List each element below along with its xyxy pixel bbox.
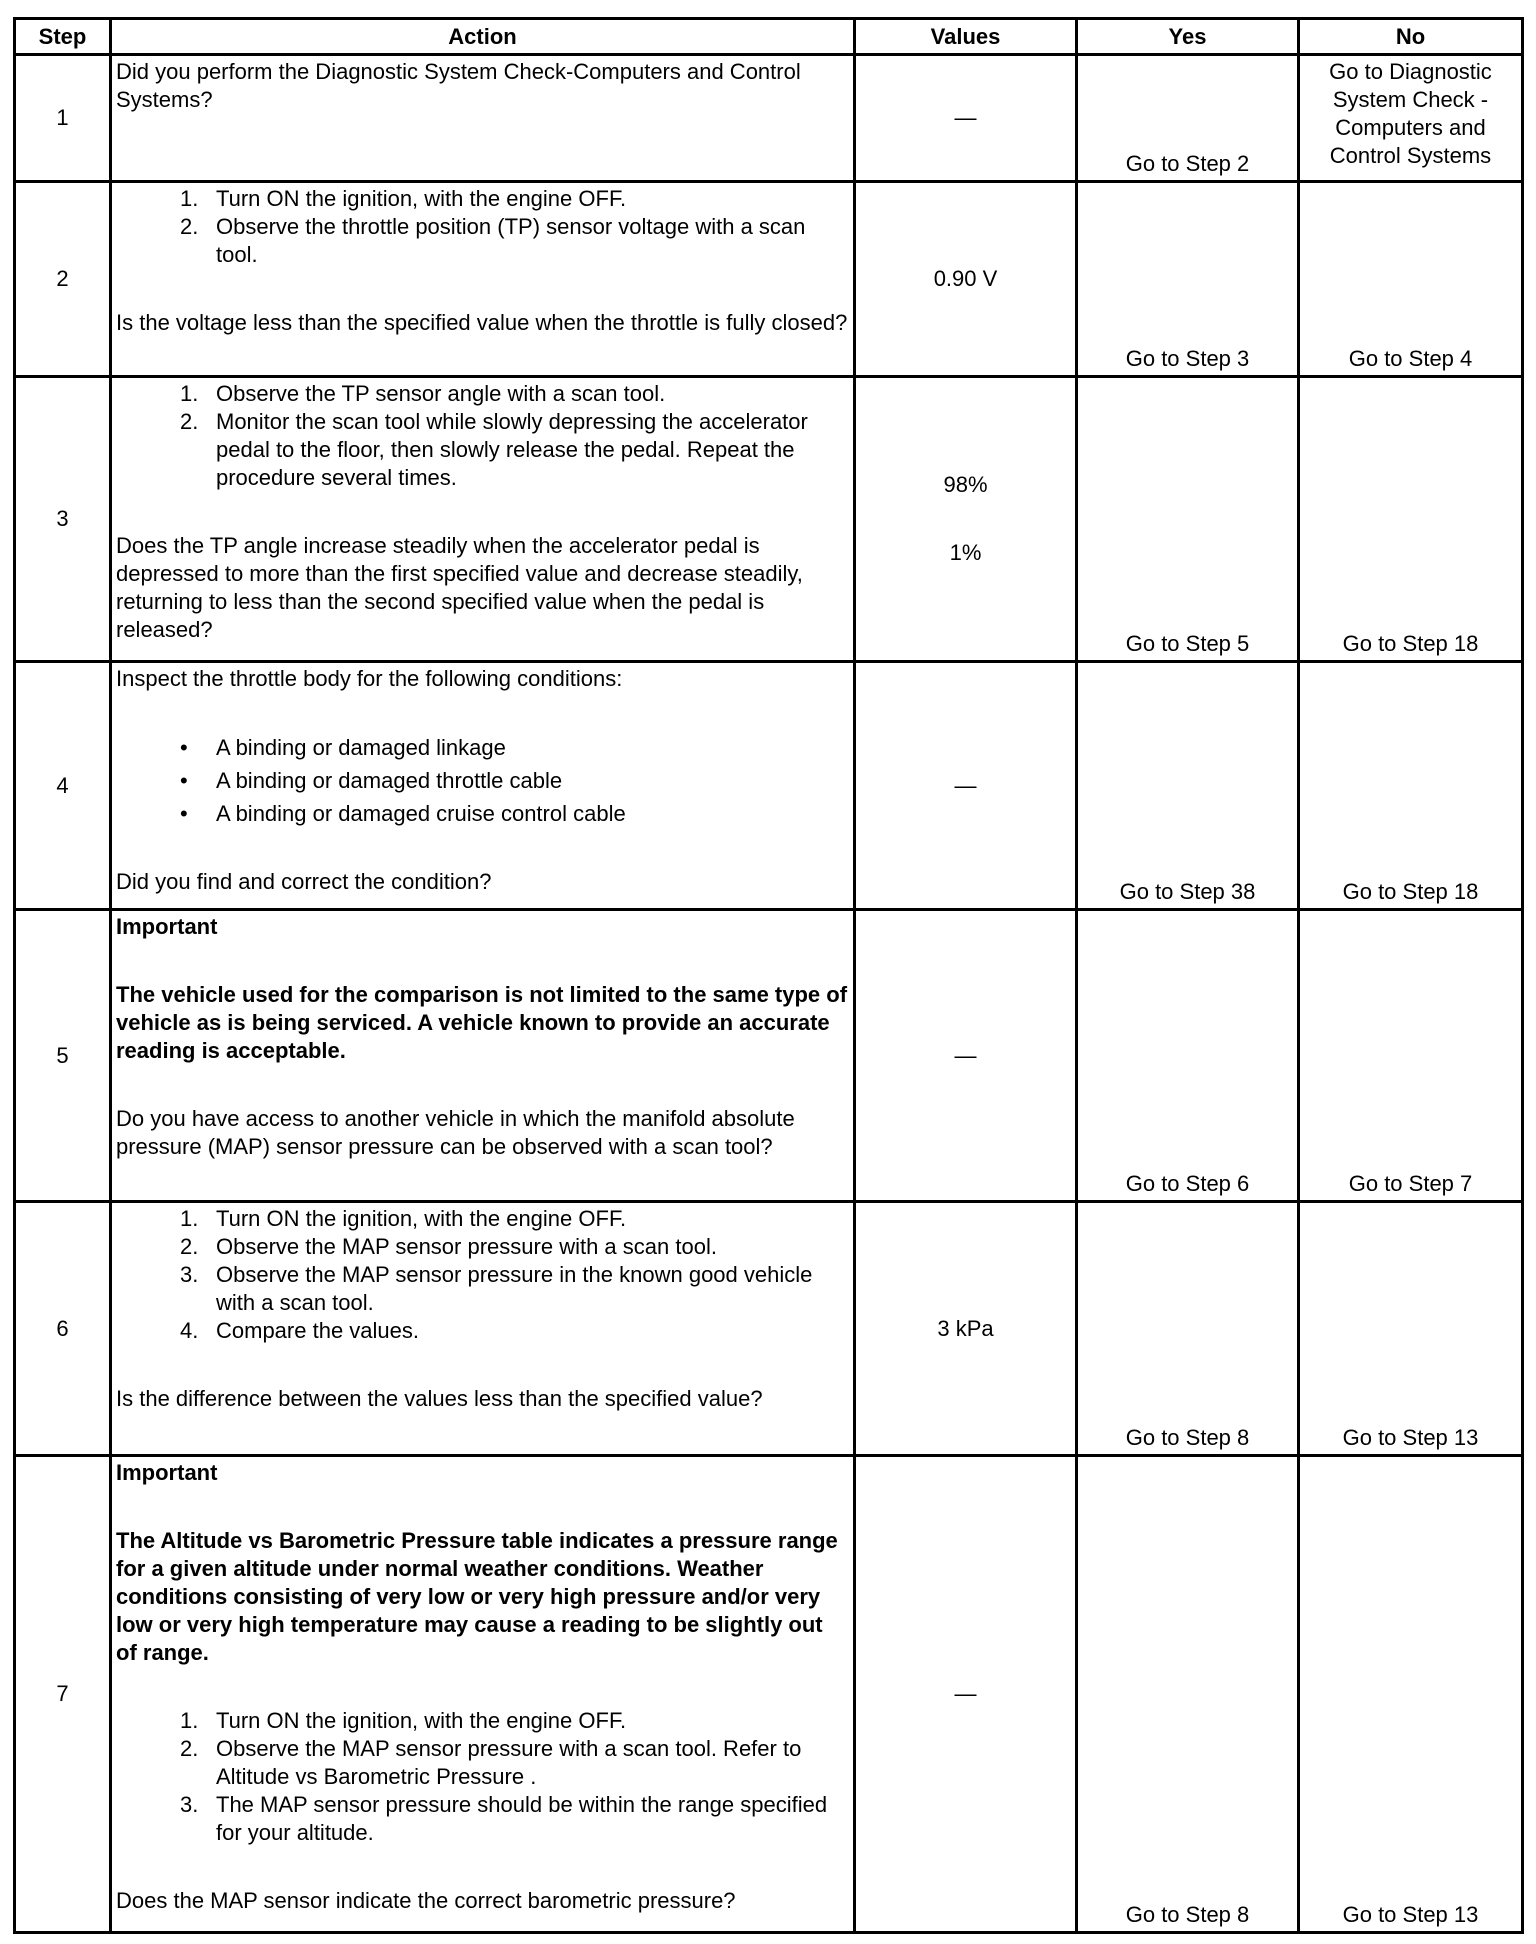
question-text: Does the TP angle increase steadily when the accelerator pedal is depressed to more than the first specified value and decrease steadily, returning to less than the second specified value when the pedal is released? <box>116 533 803 642</box>
no-cell: Go to Diagnostic System Check - Computers and Control Systems <box>1299 55 1523 182</box>
step-number: 3 <box>15 377 111 662</box>
table-row <box>15 182 1523 377</box>
procedure-list <box>116 1707 849 1847</box>
procedure-list <box>116 185 849 269</box>
yes-cell: Go to Step 8 <box>1077 1202 1299 1456</box>
action-cell <box>111 1456 855 1933</box>
question-text: Is the voltage less than the specified value when the throttle is fully closed? <box>116 310 848 335</box>
yes-cell: Go to Step 8 <box>1077 1456 1299 1933</box>
no-cell: Go to Step 13 <box>1299 1456 1523 1933</box>
action-cell <box>111 55 855 182</box>
header-action: Action <box>111 19 855 55</box>
action-cell <box>111 910 855 1202</box>
procedure-list <box>116 1205 849 1345</box>
no-cell: Go to Step 18 <box>1299 662 1523 910</box>
list-item: 1. Turn ON the ignition, with the engine OFF. <box>180 186 627 211</box>
list-item: • A binding or damaged cruise control cable <box>180 801 626 826</box>
list-item: 1. Observe the TP sensor angle with a scan tool. <box>180 381 666 406</box>
action-cell <box>111 377 855 662</box>
header-no: No <box>1299 19 1523 55</box>
value-cell: 0.90 V <box>855 182 1077 377</box>
important-note: The vehicle used for the comparison is not limited to the same type of vehicle as is being serviced. A vehicle known to provide an accurate reading is acceptable. <box>116 982 848 1063</box>
list-item: • A binding or damaged linkage <box>180 735 506 760</box>
list-item: 2. Observe the throttle position (TP) sensor voltage with a scan tool. <box>180 214 806 267</box>
no-cell: Go to Step 13 <box>1299 1202 1523 1456</box>
action-cell <box>111 1202 855 1456</box>
list-item: 3. Observe the MAP sensor pressure in the known good vehicle with a scan tool. <box>180 1262 813 1315</box>
step-number: 7 <box>15 1456 111 1933</box>
step-number: 5 <box>15 910 111 1202</box>
list-item: 1. Turn ON the ignition, with the engine OFF. <box>180 1708 627 1733</box>
header-step: Step <box>15 19 111 55</box>
yes-cell: Go to Step 3 <box>1077 182 1299 377</box>
table-row <box>15 1202 1523 1456</box>
list-item: 2. Monitor the scan tool while slowly depressing the accelerator pedal to the floor, then slowly release the pedal. Repeat the procedure several times. <box>180 409 808 490</box>
procedure-list <box>116 380 849 492</box>
table-row <box>15 377 1523 662</box>
yes-cell: Go to Step 6 <box>1077 910 1299 1202</box>
table-row <box>15 55 1523 182</box>
table-row <box>15 662 1523 910</box>
value-second: 1% <box>949 540 982 565</box>
question-text: Does the MAP sensor indicate the correct barometric pressure? <box>116 1888 736 1913</box>
value-cell: — <box>855 910 1077 1202</box>
table-row <box>15 910 1523 1202</box>
header-row <box>15 19 1523 55</box>
diagnostic-table <box>13 17 1524 1934</box>
list-item: 4. Compare the values. <box>180 1318 419 1343</box>
list-item: 2. Observe the MAP sensor pressure with a scan tool. <box>180 1234 717 1259</box>
value-cell: — <box>855 662 1077 910</box>
action-cell <box>111 182 855 377</box>
list-item: 3. The MAP sensor pressure should be within the range specified for your altitude. <box>180 1792 828 1845</box>
important-heading: Important <box>116 1460 218 1485</box>
question-text: Did you perform the Diagnostic System Check-Computers and Control Systems? <box>116 59 801 112</box>
yes-cell: Go to Step 38 <box>1077 662 1299 910</box>
no-cell: Go to Step 4 <box>1299 182 1523 377</box>
intro-text: Inspect the throttle body for the following conditions: <box>116 666 623 691</box>
list-item: 2. Observe the MAP sensor pressure with a scan tool. Refer to Altitude vs Barometric Pressure . <box>180 1736 802 1789</box>
value-cell <box>855 377 1077 662</box>
yes-cell: Go to Step 2 <box>1077 55 1299 182</box>
list-item: 1. Turn ON the ignition, with the engine OFF. <box>180 1206 627 1231</box>
value-first: 98% <box>943 472 988 497</box>
header-yes: Yes <box>1077 19 1299 55</box>
step-number: 1 <box>15 55 111 182</box>
value-cell: — <box>855 55 1077 182</box>
header-values: Values <box>855 19 1077 55</box>
table-row <box>15 1456 1523 1933</box>
question-text: Is the difference between the values less than the specified value? <box>116 1386 763 1411</box>
question-text: Do you have access to another vehicle in which the manifold absolute pressure (MAP) sensor pressure can be observed with a scan tool? <box>116 1106 795 1159</box>
step-number: 2 <box>15 182 111 377</box>
important-heading: Important <box>116 914 218 939</box>
step-number: 4 <box>15 662 111 910</box>
important-note: The Altitude vs Barometric Pressure table indicates a pressure range for a given altitude under normal weather conditions. Weather conditions consisting of very low or very high pressure and/or very low or very high temperature may cause a reading to be slightly out of range. <box>116 1528 838 1665</box>
value-cell: — <box>855 1456 1077 1933</box>
question-text: Did you find and correct the condition? <box>116 869 492 894</box>
list-item: • A binding or damaged throttle cable <box>180 768 563 793</box>
yes-cell: Go to Step 5 <box>1077 377 1299 662</box>
condition-list <box>116 731 849 830</box>
action-cell <box>111 662 855 910</box>
no-cell: Go to Step 7 <box>1299 910 1523 1202</box>
no-cell: Go to Step 18 <box>1299 377 1523 662</box>
step-number: 6 <box>15 1202 111 1456</box>
value-cell: 3 kPa <box>855 1202 1077 1456</box>
